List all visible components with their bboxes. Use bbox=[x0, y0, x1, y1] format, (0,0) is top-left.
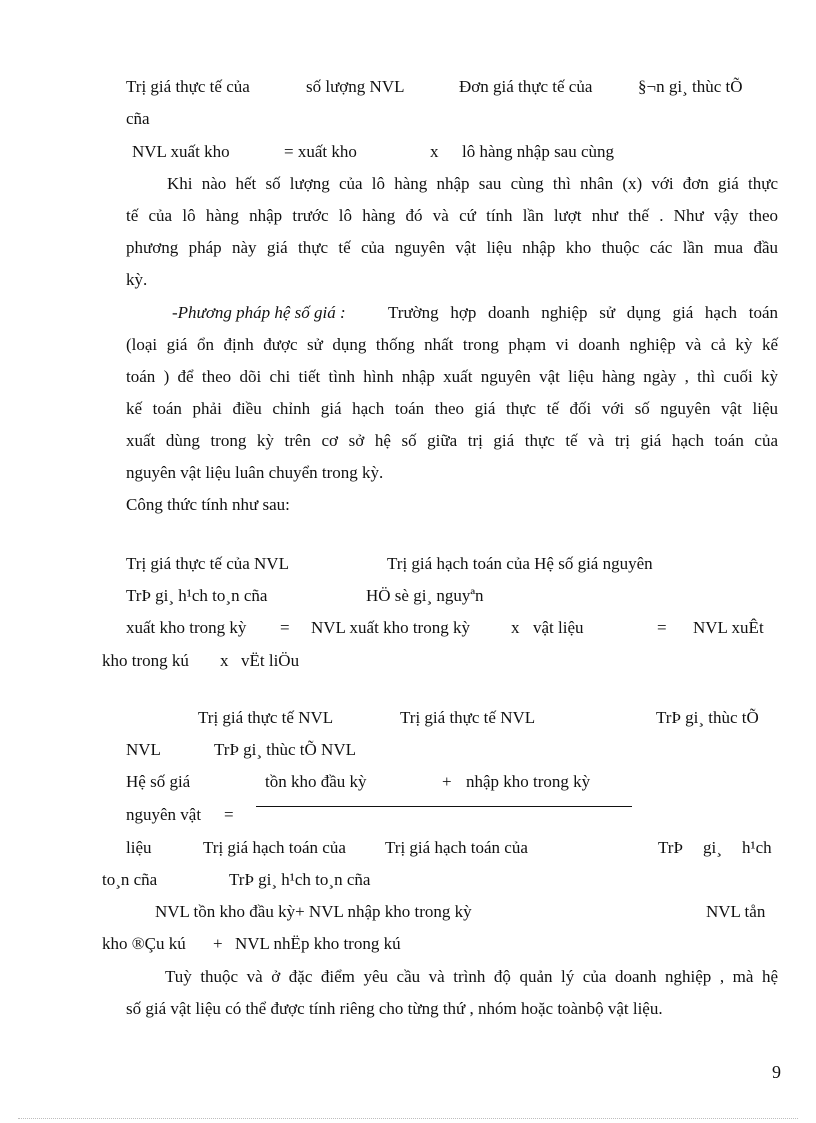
formula2-r4-c1: kho trong kú bbox=[102, 651, 189, 670]
formula3-r8-c3: NVL nhËp kho trong kú bbox=[235, 934, 401, 953]
formula3-r5-c2: Trị giá hạch toán của bbox=[203, 838, 346, 857]
formula1-r1-c1: Trị giá thực tế của bbox=[126, 77, 250, 96]
formula2-r4-c2: x bbox=[220, 651, 229, 670]
formula3-r3-c3: + bbox=[442, 772, 452, 791]
formula2-r3-c7: NVL xuÊt bbox=[693, 618, 764, 637]
formula2-r4-c3: vËt liÖu bbox=[241, 651, 300, 670]
formula2-r3-c4: x bbox=[511, 618, 520, 637]
formula3-r4-c1: nguyên vật bbox=[126, 805, 202, 824]
para2-lead-italic: -Phương pháp hệ số giá : bbox=[172, 303, 346, 322]
formula3-r3-c4: nhập kho trong kỳ bbox=[466, 772, 591, 791]
formula2-r3-c1: xuất kho trong kỳ bbox=[126, 618, 247, 637]
formula1-r1-c4: §¬n gi¸ thùc tÕ bbox=[638, 77, 743, 96]
para1-line1: Khi nào hết số lượng của lô hàng nhập sau cùng thì nhân (x) với đơn giá thực bbox=[167, 174, 778, 193]
formula3-r4-c2: = bbox=[224, 805, 234, 824]
footer-divider bbox=[18, 1118, 798, 1119]
para2-line4: kế toán phải điều chỉnh giá hạch toán theo giá thực tế đối với số nguyên vật liệu bbox=[126, 399, 778, 418]
para2-line1: Trường hợp doanh nghiệp sử dụng giá hạch toán bbox=[388, 303, 778, 322]
formula2-r2-c1: TrÞ gi¸ h¹ch to¸n cña bbox=[126, 586, 268, 605]
formula1-r3-c1: NVL xuất kho bbox=[132, 142, 230, 161]
formula1-r1-c2: số lượng NVL bbox=[306, 77, 405, 96]
formula3-r5-c4: TrÞ bbox=[658, 838, 683, 857]
formula1-r3-c4: lô hàng nhập sau cùng bbox=[462, 142, 615, 161]
formula2-r3-c3: NVL xuất kho trong kỳ bbox=[311, 618, 470, 637]
page-number: 9 bbox=[772, 1062, 781, 1082]
formula2-r3-c6: = bbox=[657, 618, 667, 637]
formula3-r5-c5: gi¸ bbox=[703, 838, 722, 857]
formula2-r2-c2: HÖ sè gi¸ nguyªn bbox=[366, 586, 484, 605]
formula3-r7-c1: NVL tồn kho đầu kỳ+ NVL nhập kho trong kỳ bbox=[155, 902, 472, 921]
formula-intro: Công thức tính như sau: bbox=[126, 495, 290, 514]
formula3-r1-c3: TrÞ gi¸ thùc tÕ bbox=[656, 708, 759, 727]
formula3-r7-c2: NVL tån bbox=[706, 902, 766, 921]
para1-line4: kỳ. bbox=[126, 270, 148, 289]
formula3-r8-c2: + bbox=[213, 934, 223, 953]
para2-line6: nguyên vật liệu luân chuyển trong kỳ. bbox=[126, 463, 384, 482]
formula2-r1-c2: Trị giá hạch toán của Hệ số giá nguyên bbox=[387, 554, 653, 573]
para1-line3: phương pháp này giá thực tế của nguyên vật liệu nhập kho thuộc các lần mua đầu bbox=[126, 238, 778, 257]
formula1-r3-c3: x bbox=[430, 142, 439, 161]
formula1-r2-c1: cña bbox=[126, 109, 150, 128]
formula2-r3-c2: = bbox=[280, 618, 290, 637]
para2-line5: xuất dùng trong kỳ trên cơ sở hệ số giữa trị giá thực tế và trị giá hạch toán của bbox=[126, 431, 778, 450]
para3-line2: số giá vật liệu có thể được tính riêng cho từng thứ , nhóm hoặc toànbộ vật liệu. bbox=[126, 999, 663, 1018]
formula3-r8-c1: kho ®Çu kú bbox=[102, 934, 186, 953]
formula2-r3-c5: vật liệu bbox=[533, 618, 584, 637]
formula3-r2-c1: NVL bbox=[126, 740, 161, 759]
formula3-r6-c1: to¸n cña bbox=[102, 870, 158, 889]
formula3-r5-c1: liệu bbox=[126, 838, 152, 857]
formula3-r3-c1: Hệ số giá bbox=[126, 772, 191, 791]
formula3-r1-c1: Trị giá thực tế NVL bbox=[198, 708, 334, 727]
para2-line3: toán ) để theo dõi chi tiết tình hình nhập xuất nguyên vật liệu hàng ngày , thì cuối kỳ bbox=[126, 367, 778, 386]
formula3-r3-c2: tồn kho đầu kỳ bbox=[265, 772, 367, 791]
formula3-r2-c2: TrÞ gi¸ thùc tÕ NVL bbox=[214, 740, 356, 759]
para1-line2: tế của lô hàng nhập trước lô hàng đó và cứ tính lần lượt như thế . Như vậy theo bbox=[126, 206, 778, 225]
formula3-r5-c6: h¹ch bbox=[742, 838, 772, 857]
formula3-r1-c2: Trị giá thực tế NVL bbox=[400, 708, 536, 727]
formula1-r1-c3: Đơn giá thực tế của bbox=[459, 77, 593, 96]
para3-line1: Tuỳ thuộc và ở đặc điểm yêu cầu và trình độ quản lý của doanh nghiệp , mà hệ bbox=[165, 967, 778, 986]
fraction-bar bbox=[256, 806, 632, 807]
formula1-r3-c2: = xuất kho bbox=[284, 142, 357, 161]
formula3-r6-c2: TrÞ gi¸ h¹ch to¸n cña bbox=[229, 870, 371, 889]
formula2-r1-c1: Trị giá thực tế của NVL bbox=[126, 554, 289, 573]
para2-line2: (loại giá ổn định được sử dụng thống nhất trong phạm vi doanh nghiệp và cả kỳ kế bbox=[126, 335, 778, 354]
formula3-r5-c3: Trị giá hạch toán của bbox=[385, 838, 528, 857]
